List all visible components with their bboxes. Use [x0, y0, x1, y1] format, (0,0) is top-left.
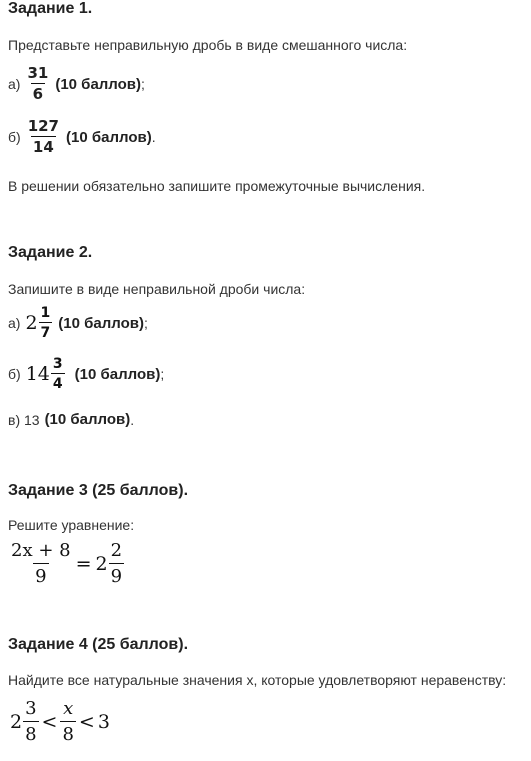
mixed-whole: 2 — [10, 711, 23, 733]
mixed-number — [26, 357, 65, 391]
task4-title: Задание 4 (25 баллов). — [8, 636, 189, 653]
task3-title: Задание 3 (25 баллов). — [8, 482, 189, 499]
task2-item-b — [8, 357, 164, 391]
task3-intro: Решите уравнение: — [8, 517, 135, 533]
fraction-denominator: 14 — [32, 138, 54, 156]
task1-note: В решении обязательно запишите промежуточные вычисления. — [8, 178, 426, 194]
fraction — [25, 66, 50, 102]
fraction — [51, 357, 65, 391]
punctuation: . — [130, 411, 135, 428]
mixed-whole: 2 — [25, 312, 38, 334]
fraction-numerator: 31 — [27, 64, 49, 82]
fraction-numerator: x — [63, 698, 74, 719]
equation-lhs-fraction — [10, 542, 72, 586]
fraction-denominator: 8 — [23, 721, 38, 744]
mixed-whole: 14 — [25, 363, 50, 385]
task2-intro: Запишите в виде неправильной дроби числа: — [8, 281, 306, 297]
less-than-sign: < — [41, 711, 58, 733]
fraction — [39, 306, 53, 340]
task1-item-a — [8, 66, 145, 102]
points-label: (10 баллов) — [58, 314, 144, 332]
item-label: б) — [8, 129, 21, 145]
equals-sign: = — [75, 553, 92, 575]
task2-title: Задание 2. — [8, 244, 93, 261]
fraction-denominator: 9 — [109, 563, 124, 586]
points-label: (10 баллов) — [66, 128, 152, 146]
task1-title: Задание 1. — [8, 0, 93, 17]
fraction — [109, 542, 124, 586]
points-label: (10 баллов) — [74, 365, 161, 383]
inequality-right-value: 3 — [97, 711, 110, 733]
task1-intro: Представьте неправильную дробь в виде смешанного числа: — [8, 37, 408, 53]
points-label: (10 баллов) — [55, 75, 142, 93]
fraction-denominator: 6 — [32, 85, 44, 103]
fraction-numerator: 3 — [52, 356, 63, 372]
mixed-number — [10, 700, 39, 744]
points-label: (10 баллов) — [44, 411, 131, 428]
fraction-numerator: 2x + 8 — [11, 540, 71, 561]
fraction-numerator: 3 — [25, 698, 37, 719]
task2-item-a — [8, 306, 148, 340]
item-label: а) — [8, 315, 21, 331]
fraction-denominator: 7 — [39, 322, 53, 340]
fraction-denominator: 4 — [51, 373, 65, 391]
fraction — [26, 119, 61, 155]
fraction-denominator: 9 — [33, 563, 48, 586]
task1-item-b — [8, 119, 156, 155]
punctuation: ; — [160, 366, 165, 382]
equation — [10, 542, 124, 586]
task4-intro: Найдите все натуральные значения x, которые удовлетворяют неравенству: — [8, 672, 507, 688]
punctuation: ; — [144, 315, 148, 331]
fraction-numerator: 127 — [27, 117, 59, 135]
fraction-numerator: 2 — [110, 540, 123, 561]
mixed-whole: 2 — [95, 553, 108, 575]
fraction-numerator: 1 — [40, 305, 51, 321]
item-label: б) — [8, 366, 21, 382]
item-label: в) 13 — [8, 411, 40, 428]
fraction — [23, 700, 38, 744]
item-label: а) — [8, 76, 21, 92]
punctuation: ; — [141, 76, 145, 92]
mixed-number — [25, 306, 52, 340]
fraction — [60, 700, 75, 744]
mixed-number — [96, 542, 125, 586]
fraction-denominator: 8 — [60, 721, 75, 744]
task2-item-c — [8, 411, 134, 428]
inequality — [10, 700, 110, 744]
punctuation: . — [151, 129, 156, 145]
less-than-sign: < — [78, 711, 95, 733]
